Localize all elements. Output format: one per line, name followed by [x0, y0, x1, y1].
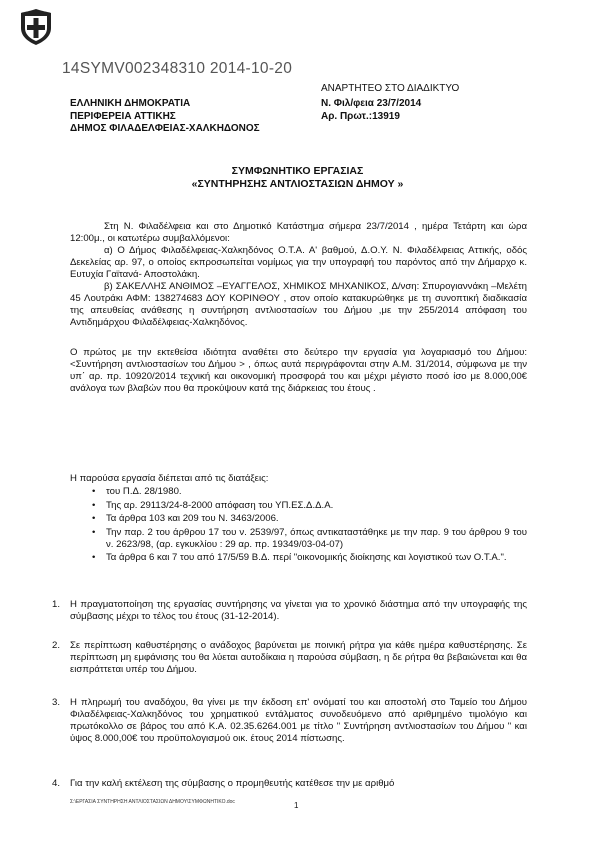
list-item: [70, 552, 527, 564]
provision-text: του Π.Δ. 28/1980.: [106, 486, 182, 497]
provision-text: Τα άρθρα 6 και 7 του από 17/5/59 Β.Δ. περί "οικονομικής διοίκησης και λογιστικού των Ο.Τ.Α.".: [106, 552, 507, 563]
document-registry-stamp: 14SYMV002348310 2014-10-20: [62, 60, 293, 77]
term-text: Για την καλή εκτέλεση της σύμβασης ο προμηθευτής κατέθεσε την με αριθμό: [70, 778, 395, 789]
bullet-icon: •: [92, 513, 96, 524]
term-number: 1.: [52, 599, 61, 610]
party-b-paragraph: β) ΣΑΚΕΛΛΗΣ ΑΝΘΙΜΟΣ –ΕΥΑΓΓΕΛΟΣ, ΧΗΜΙΚΟΣ ΜΗΧΑΝΙΚΟΣ, Δ/νση: Σπυρογιαννάκη –Μελέτη 45 Λουτράκι ΑΦΜ: 138274683 ΔΟΥ ΚΟΡΙΝΘΟΥ , στον οποίο κατακυρώθηκε με τη συνοπτική διαδικασία της απευθείας ανάθεσης η συντήρηση αντλιοστασίων του Δήμου ,με την 255/2014 απόφαση του Αντιδημάρχου Φιλαδέλφειας-Χαλκηδόνος.: [70, 281, 527, 328]
issuer-line: ΕΛΛΗΝΙΚΗ ΔΗΜΟΚΡΑΤΙΑ: [70, 98, 191, 109]
document-title: ΣΥΜΦΩΝΗΤΙΚΟ ΕΡΓΑΣΙΑΣ: [231, 165, 364, 177]
term-number: 2.: [52, 640, 61, 651]
bullet-icon: •: [92, 552, 96, 563]
list-item: [70, 513, 527, 525]
term-text: Σε περίπτωση καθυστέρησης ο ανάδοχος βαρύνεται με ποινική ρήτρα για κάθε ημέρα καθυστέρησης. Σε περίπτωση μη εμφάνισης του θα λύεται αυτοδίκαια η παρούσα σύμβαση, η δε ρήτρα θα βεβαιώνεται και θα εισπράττεται υπέρ του Δήμου.: [70, 640, 527, 675]
term-number: 3.: [52, 697, 61, 708]
footer-file-path: Σ:\ΕΡΓΑΣΙΑ ΣΥΝΤΗΡΗΣΗ ΑΝΤΛΙΟΣΤΑΣΙΩΝ ΔΗΜΟΥ\ΣΥΜΦΩΝΗΤΙΚΟ.doc: [70, 799, 235, 805]
assignment-paragraph: Ο πρώτος με την εκτεθείσα ιδιότητα αναθέτει στο δεύτερο την εργασία για λογαριασμό του Δήμου: <Συντήρηση αντλιοστασίων του Δήμου > , όπως αυτά περιγράφονται στην Α.Μ. 31/2014, σύμφωνα με την υπ΄ αρ. πρ. 10920/2014 τεχνική και οικονομική προσφορά του και μέχρι μέγιστο ποσό ίσο με 8.000,00€ ανάλογα των βλαβών που θα προκύψουν κατά της διάρκειας του έτους .: [70, 347, 527, 394]
governing-provisions-heading: Η παρούσα εργασία διέπεται από τις διατάξεις:: [70, 473, 269, 484]
provision-text: Τα άρθρα 103 και 209 του Ν. 3463/2006.: [106, 513, 279, 524]
numbered-term: [52, 599, 527, 623]
reference-block: [321, 98, 421, 123]
issuer-line: ΔΗΜΟΣ ΦΙΛΑΔΕΛΦΕΙΑΣ-ΧΑΛΚΗΔΟΝΟΣ: [70, 123, 260, 134]
issuer-block: [70, 98, 260, 136]
document-date: Ν. Φιλ/φεια 23/7/2014: [321, 98, 422, 109]
publish-notice: ΑΝΑΡΤΗΤΕΟ ΣΤΟ ΔΙΑΔΙΚΤΥΟ: [321, 83, 460, 94]
intro-paragraph: Στη Ν. Φιλαδέλφεια και στο Δημοτικό Κατάστημα σήμερα 23/7/2014 , ημέρα Τετάρτη και ώρα 12:00μ., οι κατωτέρω συμβαλλόμενοι:: [70, 221, 527, 244]
provision-text: Της αρ. 29113/24-8-2000 απόφαση του ΥΠ.ΕΣ.Δ.Δ.Α.: [106, 499, 334, 511]
page-number: 1: [294, 801, 299, 810]
protocol-number: Αρ. Πρωτ.:13919: [321, 110, 400, 122]
bullet-icon: •: [92, 486, 96, 497]
term-text: Η πληρωμή του αναδόχου, θα γίνει με την έκδοση επ' ονόματί του και αποστολή στο Ταμείο του Δήμου Φιλαδέλφειας-Χαλκηδόνος του χρηματικού εντάλματος συνοδευόμενο από αριθμημένο τιμολόγιο και πρωτόκολλο σε βάρος του από Κ.Α. 02.35.6264.001 με τίτλο " Συντήρηση αντλιοστασίων του Δήμου " και ύψος 8.000,00€ του προϋπολογισμού οικ. έτους 2014 πίστωσης.: [70, 697, 527, 744]
greek-coat-of-arms-icon: [19, 8, 53, 46]
party-a-paragraph: α) Ο Δήμος Φιλαδέλφειας-Χαλκηδόνος Ο.Τ.Α. Α' βαθμού, Δ.Ο.Υ. Ν. Φιλαδέλφειας Αττικής, οδός Δεκελείας αρ. 97, ο οποίος εκπροσωπείται νομίμως για την υπογραφή του παρόντος από την Δήμαρχο κ. Ευτυχία Γαϊτανά- Αποστολάκη.: [70, 245, 527, 280]
term-number: 4.: [52, 778, 61, 789]
bullet-icon: •: [92, 526, 96, 538]
numbered-term: [52, 778, 527, 790]
numbered-term: [52, 640, 527, 676]
document-subtitle: «ΣΥΝΤΗΡΗΣΗΣ ΑΝΤΛΙΟΣΤΑΣΙΩΝ ΔΗΜΟΥ »: [191, 178, 404, 190]
provisions-list: [70, 486, 527, 566]
list-item: [70, 486, 527, 498]
numbered-term: [52, 697, 527, 745]
term-text: Η πραγματοποίηση της εργασίας συντήρησης να γίνεται για το χρονικό διάστημα από την υπογραφής της σύμβασης μέχρι το τέλος του έτους (31-12-2014).: [70, 599, 527, 622]
bullet-icon: •: [92, 499, 96, 511]
provision-text: Την παρ. 2 του άρθρου 17 του ν. 2539/97, όπως αντικαταστάθηκε με την παρ. 9 του άρθρου 9 του ν. 2623/98, (αρ. εγκυκλίου : 29 αρ. πρ. 19349/03-04-07): [106, 526, 527, 550]
list-item: [70, 527, 527, 551]
list-item: [70, 500, 527, 512]
issuer-line: ΠΕΡΙΦΕΡΕΙΑ ΑΤΤΙΚΗΣ: [70, 110, 176, 122]
